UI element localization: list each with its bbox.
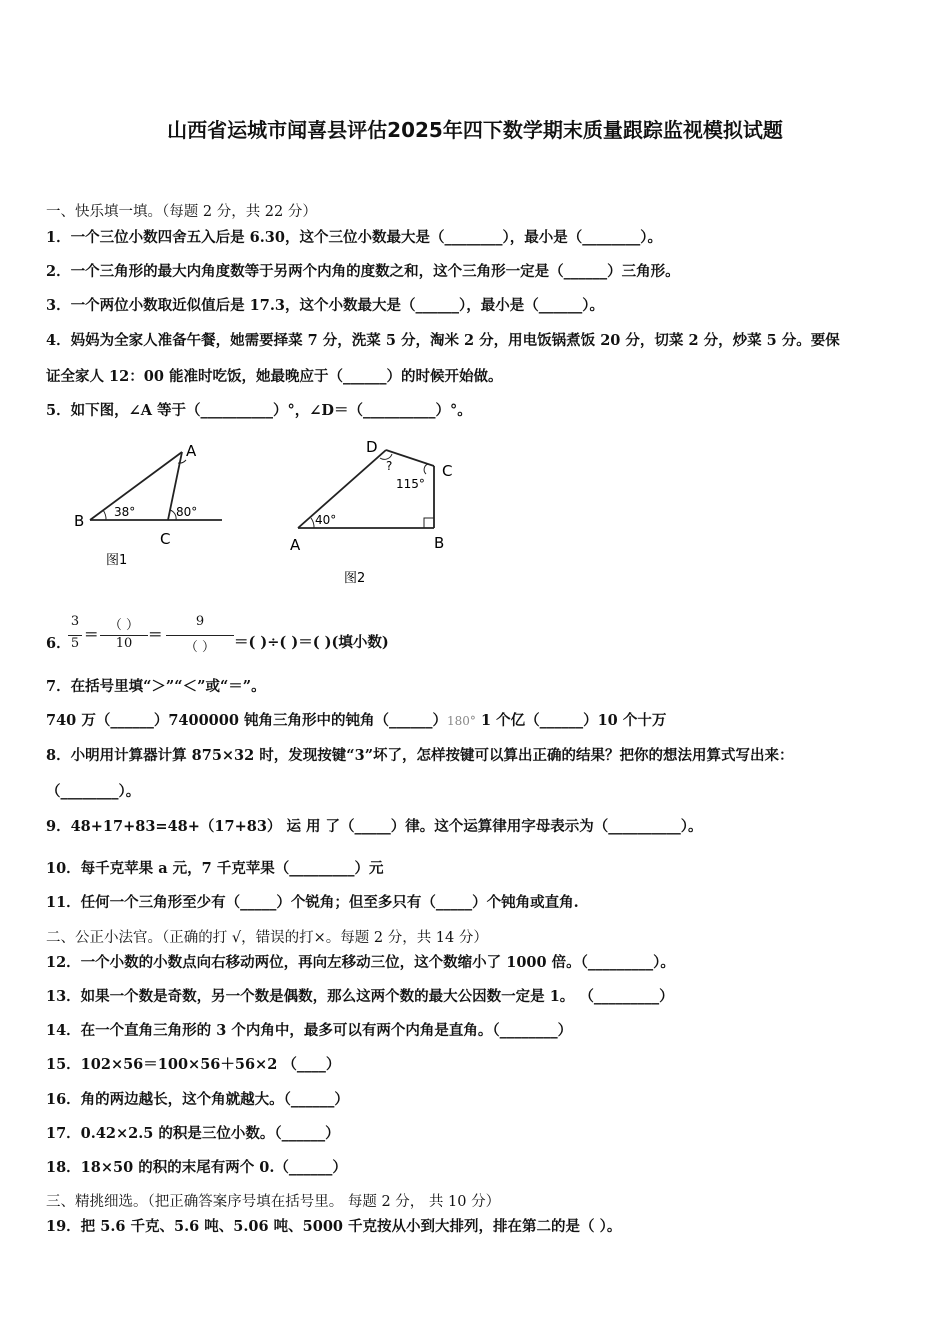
question-8-line-1: 8．小明用计算器计算 875×32 时，发现按键“3”坏了，怎样按键可以算出正确的结果？把你的想法用算式写出来： — [46, 747, 794, 764]
question-4-line-1: 4．妈妈为全家人准备午餐，她需要择菜 7 分，洗菜 5 分，淘米 2 分，用电饭锅煮饭 20 分，切菜 2 分，炒菜 5 分。要保 — [46, 332, 840, 349]
question-10: 10．每千克苹果 a 元，7 千克苹果（_________）元 — [46, 860, 384, 877]
question-14: 14．在一个直角三角形的 3 个内角中，最多可以有两个内角是直角。（________） — [46, 1022, 573, 1039]
fig1-label-a: A — [186, 442, 197, 460]
fig2-label-b: B — [434, 534, 445, 552]
fig1-angle-c: 80° — [176, 505, 198, 519]
fig2-label-d: D — [366, 438, 378, 456]
q6-suffix: ＝( )÷( )＝( )(填小数) — [234, 634, 389, 651]
page-title: 山西省运城市闻喜县评估2025年四下数学期末质量跟踪监视模拟试题 — [167, 118, 783, 142]
q6-fraction-3-numerator: 9 — [195, 614, 205, 629]
question-2: 2．一个三角形的最大内角度数等于另两个内角的度数之和，这个三角形一定是（______）三角形。 — [46, 263, 680, 280]
fig2-caption: 图2 — [344, 571, 366, 586]
question-5: 5．如下图，∠A 等于（__________）°，∠D＝（__________）°。 — [46, 402, 472, 419]
question-9: 9．48+17+83=48+（17+83） 运 用 了（_____）律。这个运算律用字母表示为（__________）。 — [46, 818, 703, 835]
question-19: 19．把 5.6 千克、5.6 吨、5.06 吨、5000 千克按从小到大排列，排在第二的是（ ）。 — [46, 1218, 622, 1235]
fig1-label-c: C — [160, 530, 171, 548]
section-1-heading: 一、快乐填一填。（每题 2 分，共 22 分） — [46, 204, 317, 220]
question-8-line-2: （________）。 — [46, 783, 141, 800]
fig2-angle-c: 115° — [396, 477, 425, 491]
q6-fraction-2-denominator: 10 — [115, 636, 133, 651]
fig2-angle-a: 40° — [315, 513, 337, 527]
q7-items-left: 740 万（______）7400000 钝角三角形中的钝角（______） — [46, 712, 447, 729]
q6-fraction-1-denominator: 5 — [70, 636, 80, 651]
question-12: 12．一个小数的小数点向右移动两位，再向左移动三位，这个数缩小了 1000 倍。（_________）。 — [46, 954, 675, 971]
q7-degree-image: 180° — [447, 714, 476, 728]
fig1-label-b: B — [74, 512, 85, 530]
fig2-label-a: A — [290, 536, 301, 554]
question-17: 17．0.42×2.5 的积是三位小数。（______） — [46, 1125, 340, 1142]
question-7-items — [46, 711, 666, 731]
fig1-caption: 图1 — [106, 553, 128, 568]
figure-1 — [74, 442, 222, 568]
question-1: 1．一个三位小数四舍五入后是 6.30，这个三位小数最大是（________），最小是（________）。 — [46, 229, 662, 246]
question-18: 18．18×50 的积的末尾有两个 0.（______） — [46, 1159, 347, 1176]
figure-2 — [290, 438, 452, 586]
question-11: 11．任何一个三角形至少有（_____）个锐角；但至多只有（_____）个钝角或直角. — [46, 894, 579, 911]
question-7: 7．在括号里填“＞”“＜”或“＝”。 — [46, 678, 266, 695]
fig2-question-mark: ? — [386, 459, 393, 473]
q6-fraction-3-denominator: （ ） — [184, 640, 216, 655]
question-3: 3．一个两位小数取近似值后是 17.3，这个小数最大是（______），最小是（______）。 — [46, 297, 604, 314]
question-15: 15．102×56＝100×56＋56×2 （____） — [46, 1056, 341, 1073]
section-2-heading: 二、公正小法官。（正确的打 √，错误的打×。每题 2 分，共 14 分） — [46, 930, 488, 946]
question-13: 13．如果一个数是奇数，另一个数是偶数，那么这两个数的最大公因数一定是 1。 （_________） — [46, 988, 674, 1005]
question-4-line-2: 证全家人 12：00 能准时吃饭，她最晚应于（______）的时候开始做。 — [46, 368, 503, 385]
section-3-heading: 三、精挑细选。（把正确答案序号填在括号里。 每题 2 分， 共 10 分） — [46, 1194, 501, 1210]
q6-fraction-1-numerator: 3 — [70, 614, 80, 629]
fig2-label-c: C — [442, 462, 453, 480]
question-16: 16．角的两边越长，这个角就越大。（______） — [46, 1091, 349, 1108]
fig1-angle-b: 38° — [114, 505, 136, 519]
geometry-figures — [60, 430, 480, 590]
q6-fraction-2-numerator: （ ） — [108, 618, 140, 633]
q6-prefix: 6． — [46, 635, 71, 652]
q7-items-right: 1 个亿（______）10 个十万 — [475, 712, 667, 729]
